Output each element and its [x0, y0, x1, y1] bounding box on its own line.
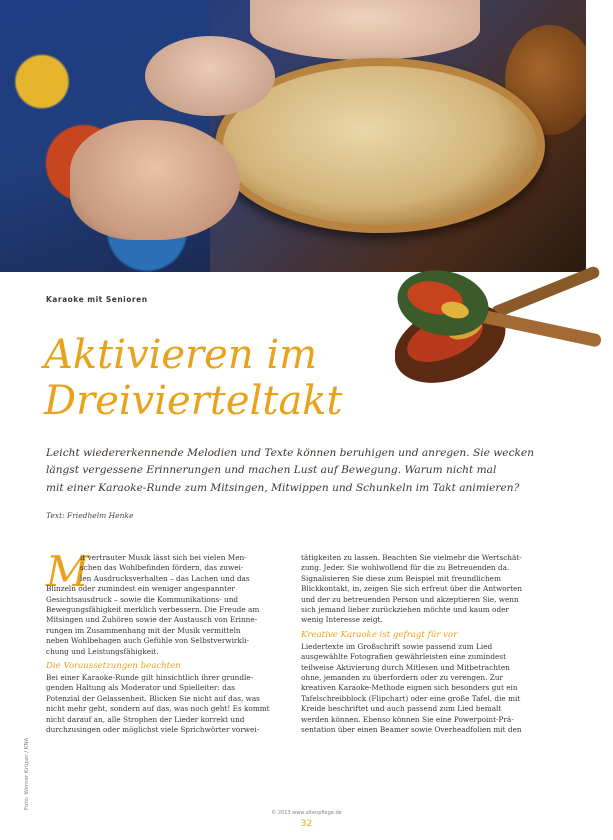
lead-line: längst vergessene Erinnerungen und machen Lust auf Bewegung. Warum nicht mal: [46, 464, 497, 477]
photo-credit-text: Foto: Werner Krüper / KNA: [24, 737, 30, 810]
byline: Text: Friedhelm Henke: [46, 511, 134, 520]
photo-hand-lower: [70, 120, 240, 240]
body-line: Signalisieren Sie diese zum Beispiel mit freundlichem: [301, 573, 501, 583]
photo-hand-top: [250, 0, 480, 60]
body-column-left: [46, 547, 278, 736]
body-line: len Ausdrucksverhalten – das Lachen und das: [80, 573, 250, 583]
lead-line: Leicht wiedererkennende Melodien und Texte können beruhigen und anregen. Sie wecken: [46, 447, 535, 459]
body-line: Liedertexte im Großschrift sowie passend zum Lied: [301, 641, 493, 651]
body-line: ausgewählte Fotografien gewährleisten eine zumindest: [301, 652, 507, 662]
body-line: durchzusingen oder möglichst viele Sprichwörter vorwei-: [46, 725, 260, 735]
body-line: nicht mehr geht, sondern auf das, was noch geht! Es kommt: [46, 704, 270, 714]
body-line: Kreide beschriftet und auch passend zum Lied bemalt: [301, 704, 502, 714]
body-line: sentation über einen Beamer sowie Overheadfolien mit den: [301, 725, 522, 735]
body-line: schen das Wohlbefinden fördern, das zuwei-: [80, 563, 244, 573]
body-line: Blickkontakt, in, zeigen Sie sich erfreut über die Antworten: [301, 584, 523, 594]
body-line: Blinzeln oder zumindest ein weniger angespannter: [46, 584, 235, 594]
body-line: it vertrauter Musik lässt sich bei vielen Men-: [80, 553, 247, 562]
header-photo: [0, 0, 586, 272]
body-line: teilweise Aktivierung durch Mitlesen und Mitbetrachten: [301, 662, 510, 672]
body-line: Gesichtsausdruck – sowie die Kommunikations- und: [46, 594, 239, 604]
body-line: wenig Interesse zeigt.: [301, 615, 383, 625]
photo-credit: [24, 700, 36, 810]
body-line: nicht darauf an, alle Strophen der Lieder korrekt und: [46, 714, 245, 724]
body-line: rungen im Zusammenhang mit der Musik vermitteln: [46, 625, 241, 635]
article-lead: [46, 445, 546, 497]
maraca-illustration: [395, 248, 610, 408]
section-kicker: Karaoke mit Senioren: [46, 295, 148, 304]
title-line-1: Aktivieren im: [44, 332, 318, 378]
body-line: Tafelschreibblock (Flipchart) oder eine große Tafel, die mit: [301, 693, 521, 703]
body-line: Bewegungsfähigkeit merklich verbessern. Die Freude am: [46, 605, 260, 615]
body-line: kreativen Karaoke-Methode eignen sich besonders gut ein: [301, 683, 518, 693]
photo-hand-upper: [145, 36, 275, 116]
body-line: chung und Leistungsfähigkeit.: [46, 646, 159, 656]
title-line-2: Dreivierteltakt: [44, 378, 343, 424]
body-line: ohne, jemanden zu überfordern oder zu verengen. Zur: [301, 673, 504, 683]
body-line: neben Wohlbehagen auch Gefühle von Selbstverwirkli-: [46, 636, 249, 646]
article-title: [44, 332, 343, 424]
body-line: tätigkeiten zu lassen. Beachten Sie vielmehr die Wertschät-: [301, 553, 522, 562]
body-column-right: [301, 553, 553, 736]
page-number: 32: [300, 819, 313, 829]
lead-line: mit einer Karaoke-Runde zum Mitsingen, Mitwippen und Schunkeln im Takt animieren?: [46, 481, 520, 494]
body-line: werden können. Ebenso können Sie eine Powerpoint-Prä-: [301, 714, 514, 724]
footer-copyright: © 2013 www.altenpflege.de: [271, 810, 342, 816]
body-line: genden Haltung als Moderator und Spielleiter: das: [46, 683, 235, 693]
body-line: zung. Jeder. Sie wohlwollend für die zu Betreuenden da.: [301, 563, 510, 573]
body-line: Bei einer Karaoke-Runde gilt hinsichtlich ihrer grundle-: [46, 673, 254, 683]
subheading: Kreative Karaoke ist gefragt für vor: [301, 629, 458, 640]
body-line: und der zu betreuenden Person und akzeptieren Sie, wenn: [301, 594, 519, 604]
body-line: Mitsingen und Zuhören sowie der Austausch von Erinne-: [46, 615, 258, 625]
body-line: Potenzial der Gelassenheit. Blicken Sie nicht auf das, was: [46, 693, 260, 703]
subheading: Die Voraussetzungen beachten: [46, 661, 181, 672]
body-line: sich jemand lieber zurückziehen möchte und kaum oder: [301, 605, 509, 615]
drop-cap: M: [46, 547, 90, 596]
